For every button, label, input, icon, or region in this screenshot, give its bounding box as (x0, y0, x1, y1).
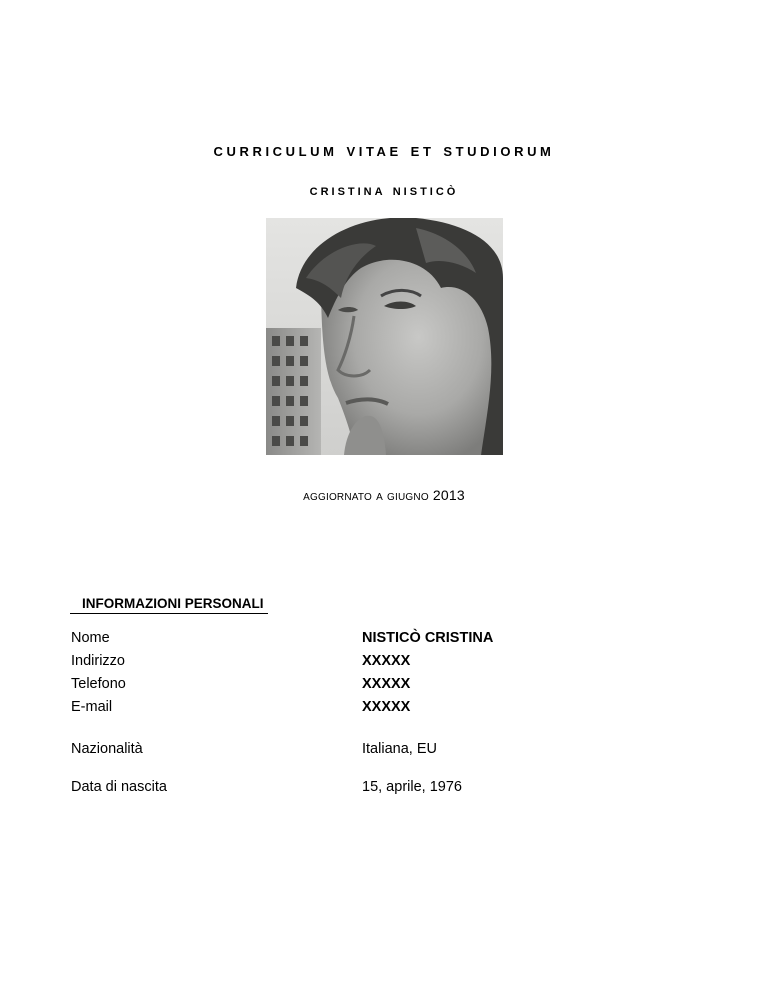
document-title: curriculum vitae et studiorum (213, 140, 555, 161)
field-label-indirizzo: Indirizzo (71, 653, 125, 669)
author-name: cristina nisticò (309, 182, 459, 199)
field-value-nazionalita: Italiana, EU (362, 741, 437, 757)
field-label-telefono: Telefono (71, 676, 126, 692)
field-value-indirizzo: XXXXX (362, 653, 411, 669)
field-label-data-nascita: Data di nascita (71, 779, 167, 795)
field-value-data-nascita: 15, aprile, 1976 (362, 779, 462, 795)
section-heading-personal-info: INFORMAZIONI PERSONALI (70, 596, 268, 614)
updated-date: aggiornato a giugno 2013 (303, 487, 465, 503)
field-value-telefono: XXXXX (362, 676, 411, 692)
field-label-nazionalita: Nazionalità (71, 741, 143, 757)
field-label-nome: Nome (71, 630, 110, 646)
field-value-nome: NISTICÒ CRISTINA (362, 630, 494, 646)
portrait-photo (266, 218, 503, 455)
field-value-email: XXXXX (362, 699, 411, 715)
field-label-email: E-mail (71, 699, 113, 715)
